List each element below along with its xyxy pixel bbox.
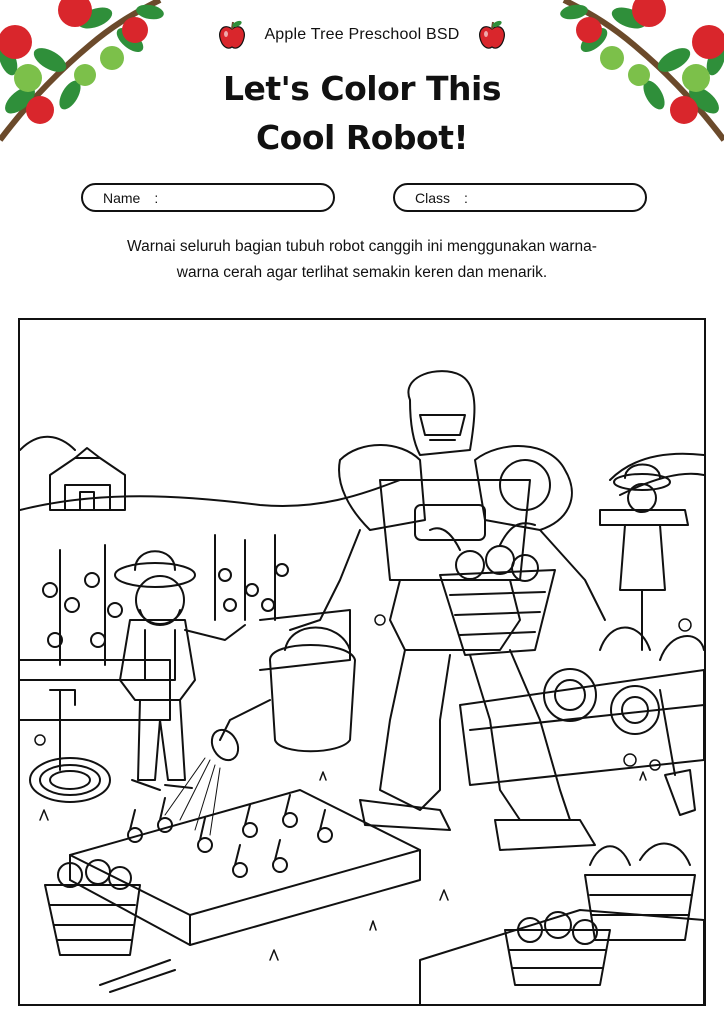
title-line-2: Cool Robot! <box>255 118 469 157</box>
apple-icon <box>478 20 506 50</box>
grass-and-flowers <box>35 615 691 960</box>
name-field[interactable] <box>81 183 335 212</box>
apple-icon <box>218 20 246 50</box>
name-input[interactable] <box>166 185 351 211</box>
instructions-line-2: warna cerah agar terlihat semakin keren dan menarik. <box>176 264 548 281</box>
title-line-1: Let's Color This <box>222 69 501 108</box>
class-separator: : <box>464 189 468 206</box>
name-separator: : <box>154 189 159 206</box>
school-row <box>0 20 724 50</box>
class-field[interactable] <box>393 183 647 212</box>
hose-drawing <box>30 690 110 802</box>
instructions <box>40 234 684 286</box>
vegetable-basket <box>430 523 555 655</box>
tomato-basket <box>505 844 695 985</box>
school-name: Apple Tree Preschool BSD <box>264 26 460 43</box>
header <box>0 20 724 50</box>
instructions-line-1: Warnai seluruh bagian tubuh robot canggih ini menggunakan warna- <box>127 238 597 255</box>
class-label: Class <box>415 189 451 206</box>
coloring-picture[interactable] <box>18 318 706 1006</box>
scarecrow-drawing <box>600 465 688 651</box>
page-title <box>0 64 724 162</box>
name-label: Name <box>103 189 141 206</box>
barn-drawing <box>50 448 125 510</box>
class-input[interactable] <box>476 185 661 211</box>
front-garden-bed <box>420 910 704 1004</box>
farmer-drawing <box>115 551 245 790</box>
